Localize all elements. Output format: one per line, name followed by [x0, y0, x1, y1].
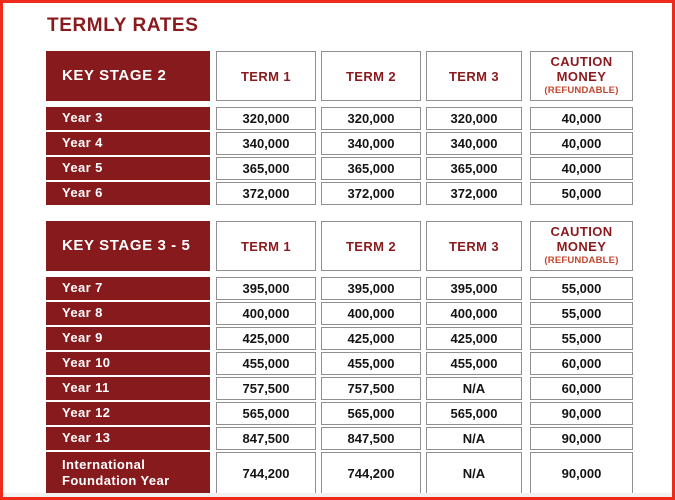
caution-money-value: 40,000 — [530, 157, 633, 180]
row-label: Year 10 — [46, 352, 210, 375]
term1-value: 744,200 — [216, 452, 316, 494]
term2-value: 320,000 — [321, 107, 421, 130]
term3-value: 400,000 — [426, 302, 522, 325]
caution-money-value: 50,000 — [530, 182, 633, 205]
term1-value: 340,000 — [216, 132, 316, 155]
row-label: Year 13 — [46, 427, 210, 450]
row-label: Year 7 — [46, 277, 210, 300]
term2-value: 372,000 — [321, 182, 421, 205]
caution-refundable-note: (REFUNDABLE) — [544, 84, 619, 96]
term1-value: 425,000 — [216, 327, 316, 350]
caution-money-value: 90,000 — [530, 402, 633, 425]
table-row-year-6 — [46, 182, 672, 205]
term3-value: 340,000 — [426, 132, 522, 155]
term1-value: 757,500 — [216, 377, 316, 400]
table-row-international-foundation-year — [46, 452, 672, 494]
caution-money-value: 55,000 — [530, 327, 633, 350]
term3-value: 365,000 — [426, 157, 522, 180]
term2-value: 425,000 — [321, 327, 421, 350]
caution-money-value: 60,000 — [530, 377, 633, 400]
term1-value: 400,000 — [216, 302, 316, 325]
term3-value: 372,000 — [426, 182, 522, 205]
key-stage-2-header: KEY STAGE 2 — [46, 51, 210, 101]
caution-money-value: 55,000 — [530, 302, 633, 325]
table-row-year-9 — [46, 327, 672, 350]
term2-value: 365,000 — [321, 157, 421, 180]
row-label: Year 12 — [46, 402, 210, 425]
caution-money-value: 55,000 — [530, 277, 633, 300]
document-content — [3, 3, 672, 494]
term3-value: N/A — [426, 452, 522, 494]
key-stage-2-table — [46, 51, 672, 205]
page-title: TERMLY RATES — [47, 15, 199, 36]
term2-value: 395,000 — [321, 277, 421, 300]
term1-value: 395,000 — [216, 277, 316, 300]
caution-money-column-header — [530, 221, 633, 271]
term3-value: 455,000 — [426, 352, 522, 375]
caution-money-value: 40,000 — [530, 132, 633, 155]
row-label: Year 8 — [46, 302, 210, 325]
term2-value: 340,000 — [321, 132, 421, 155]
row-label: Year 3 — [46, 107, 210, 130]
term2-value: 757,500 — [321, 377, 421, 400]
key-stage-3-5-table — [46, 221, 672, 494]
term1-column-header: TERM 1 — [216, 51, 316, 101]
row-label: Year 5 — [46, 157, 210, 180]
term2-value: 847,500 — [321, 427, 421, 450]
caution-refundable-note: (REFUNDABLE) — [544, 254, 619, 266]
term1-value: 847,500 — [216, 427, 316, 450]
term3-value: N/A — [426, 377, 522, 400]
table-row-year-11 — [46, 377, 672, 400]
term1-value: 320,000 — [216, 107, 316, 130]
term1-value: 372,000 — [216, 182, 316, 205]
caution-money-value: 60,000 — [530, 352, 633, 375]
term3-value: 320,000 — [426, 107, 522, 130]
table-row-year-8 — [46, 302, 672, 325]
bottom-edge-strip — [3, 493, 672, 497]
term2-column-header: TERM 2 — [321, 51, 421, 101]
term2-value: 565,000 — [321, 402, 421, 425]
term1-value: 455,000 — [216, 352, 316, 375]
row-label: Year 6 — [46, 182, 210, 205]
table-row-year-3 — [46, 107, 672, 130]
term2-column-header: TERM 2 — [321, 221, 421, 271]
caution-money-value: 40,000 — [530, 107, 633, 130]
table-row-year-7 — [46, 277, 672, 300]
table-row-year-10 — [46, 352, 672, 375]
term3-column-header: TERM 3 — [426, 51, 522, 101]
term2-value: 455,000 — [321, 352, 421, 375]
term1-value: 565,000 — [216, 402, 316, 425]
term2-value: 744,200 — [321, 452, 421, 494]
term3-value: N/A — [426, 427, 522, 450]
table-row-year-13 — [46, 427, 672, 450]
caution-money-value: 90,000 — [530, 427, 633, 450]
term3-column-header: TERM 3 — [426, 221, 522, 271]
table-row-year-12 — [46, 402, 672, 425]
term1-value: 365,000 — [216, 157, 316, 180]
row-label: International Foundation Year — [46, 452, 210, 494]
table-header-row — [46, 221, 672, 271]
term3-value: 425,000 — [426, 327, 522, 350]
term2-value: 400,000 — [321, 302, 421, 325]
row-label: Year 4 — [46, 132, 210, 155]
table-row-year-4 — [46, 132, 672, 155]
term3-value: 395,000 — [426, 277, 522, 300]
row-label: Year 11 — [46, 377, 210, 400]
caution-money-value: 90,000 — [530, 452, 633, 494]
key-stage-3-5-header: KEY STAGE 3 - 5 — [46, 221, 210, 271]
row-label: Year 9 — [46, 327, 210, 350]
caution-money-title: CAUTION MONEY — [550, 224, 613, 255]
caution-money-column-header — [530, 51, 633, 101]
caution-money-title: CAUTION MONEY — [550, 54, 613, 85]
term3-value: 565,000 — [426, 402, 522, 425]
table-header-row — [46, 51, 672, 101]
table-row-year-5 — [46, 157, 672, 180]
term1-column-header: TERM 1 — [216, 221, 316, 271]
